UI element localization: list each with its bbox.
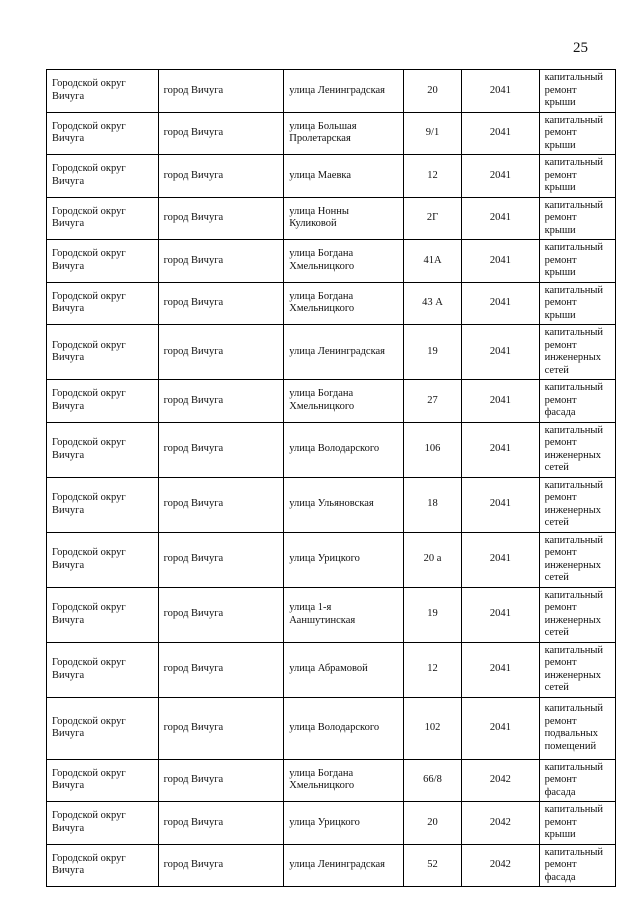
- year-cell: 2041: [462, 70, 539, 113]
- table-row: [47, 197, 616, 240]
- year-cell: 2041: [462, 697, 539, 759]
- street-cell: улица Богдана Хмельницкого: [284, 759, 404, 802]
- table-row: [47, 477, 616, 532]
- year-cell: 2041: [462, 240, 539, 283]
- work-type-cell: капитальный ремонт инженерных сетей: [539, 532, 615, 587]
- district-cell: Городской округ Вичуга: [47, 477, 159, 532]
- house-number-cell: 43 А: [403, 282, 461, 325]
- year-cell: 2041: [462, 282, 539, 325]
- table-row: [47, 240, 616, 283]
- district-cell: Городской округ Вичуга: [47, 697, 159, 759]
- table-row: [47, 802, 616, 845]
- table-row: [47, 759, 616, 802]
- work-type-cell: капитальный ремонт крыши: [539, 240, 615, 283]
- street-cell: улица 1-я Ааншутинская: [284, 587, 404, 642]
- district-cell: Городской округ Вичуга: [47, 759, 159, 802]
- city-cell: город Вичуга: [158, 325, 284, 380]
- work-type-cell: капитальный ремонт инженерных сетей: [539, 642, 615, 697]
- year-cell: 2041: [462, 380, 539, 423]
- house-number-cell: 52: [403, 844, 461, 887]
- city-cell: город Вичуга: [158, 844, 284, 887]
- table-row: [47, 642, 616, 697]
- house-number-cell: 20: [403, 802, 461, 845]
- street-cell: улица Володарского: [284, 422, 404, 477]
- street-cell: улица Володарского: [284, 697, 404, 759]
- table-row: [47, 587, 616, 642]
- house-number-cell: 66/8: [403, 759, 461, 802]
- district-cell: Городской округ Вичуга: [47, 70, 159, 113]
- district-cell: Городской округ Вичуга: [47, 642, 159, 697]
- district-cell: Городской округ Вичуга: [47, 197, 159, 240]
- street-cell: улица Богдана Хмельницкого: [284, 380, 404, 423]
- work-type-cell: капитальный ремонт крыши: [539, 155, 615, 198]
- work-type-cell: капитальный ремонт крыши: [539, 197, 615, 240]
- district-cell: Городской округ Вичуга: [47, 282, 159, 325]
- house-number-cell: 19: [403, 587, 461, 642]
- year-cell: 2041: [462, 587, 539, 642]
- house-number-cell: 19: [403, 325, 461, 380]
- table-row: [47, 282, 616, 325]
- district-cell: Городской округ Вичуга: [47, 422, 159, 477]
- house-number-cell: 102: [403, 697, 461, 759]
- street-cell: улица Ленинградская: [284, 325, 404, 380]
- year-cell: 2042: [462, 759, 539, 802]
- street-cell: улица Ленинградская: [284, 70, 404, 113]
- district-cell: Городской округ Вичуга: [47, 844, 159, 887]
- city-cell: город Вичуга: [158, 112, 284, 155]
- house-number-cell: 20 а: [403, 532, 461, 587]
- district-cell: Городской округ Вичуга: [47, 532, 159, 587]
- city-cell: город Вичуга: [158, 380, 284, 423]
- table-row: [47, 112, 616, 155]
- year-cell: 2041: [462, 532, 539, 587]
- district-cell: Городской округ Вичуга: [47, 802, 159, 845]
- work-type-cell: капитальный ремонт фасада: [539, 380, 615, 423]
- house-number-cell: 18: [403, 477, 461, 532]
- city-cell: город Вичуга: [158, 532, 284, 587]
- year-cell: 2042: [462, 844, 539, 887]
- city-cell: город Вичуга: [158, 697, 284, 759]
- house-number-cell: 20: [403, 70, 461, 113]
- house-number-cell: 12: [403, 155, 461, 198]
- year-cell: 2041: [462, 642, 539, 697]
- year-cell: 2041: [462, 422, 539, 477]
- street-cell: улица Большая Пролетарская: [284, 112, 404, 155]
- work-type-cell: капитальный ремонт крыши: [539, 112, 615, 155]
- street-cell: улица Богдана Хмельницкого: [284, 240, 404, 283]
- street-cell: улица Маевка: [284, 155, 404, 198]
- table-row: [47, 697, 616, 759]
- work-type-cell: капитальный ремонт подвальных помещений: [539, 697, 615, 759]
- table-row: [47, 325, 616, 380]
- house-number-cell: 106: [403, 422, 461, 477]
- work-type-cell: капитальный ремонт фасада: [539, 759, 615, 802]
- year-cell: 2042: [462, 802, 539, 845]
- city-cell: город Вичуга: [158, 642, 284, 697]
- table-row: [47, 155, 616, 198]
- street-cell: улица Ульяновская: [284, 477, 404, 532]
- city-cell: город Вичуга: [158, 282, 284, 325]
- year-cell: 2041: [462, 325, 539, 380]
- page-number: 25: [573, 40, 588, 56]
- district-cell: Городской округ Вичуга: [47, 240, 159, 283]
- house-number-cell: 9/1: [403, 112, 461, 155]
- table-row: [47, 532, 616, 587]
- street-cell: улица Урицкого: [284, 532, 404, 587]
- city-cell: город Вичуга: [158, 70, 284, 113]
- work-type-cell: капитальный ремонт инженерных сетей: [539, 587, 615, 642]
- city-cell: город Вичуга: [158, 477, 284, 532]
- district-cell: Городской округ Вичуга: [47, 380, 159, 423]
- year-cell: 2041: [462, 112, 539, 155]
- table-row: [47, 844, 616, 887]
- district-cell: Городской округ Вичуга: [47, 325, 159, 380]
- work-type-cell: капитальный ремонт крыши: [539, 282, 615, 325]
- table-row: [47, 422, 616, 477]
- city-cell: город Вичуга: [158, 759, 284, 802]
- table-body: [47, 70, 616, 887]
- work-type-cell: капитальный ремонт крыши: [539, 70, 615, 113]
- street-cell: улица Ленинградская: [284, 844, 404, 887]
- work-type-cell: капитальный ремонт инженерных сетей: [539, 422, 615, 477]
- district-cell: Городской округ Вичуга: [47, 112, 159, 155]
- city-cell: город Вичуга: [158, 197, 284, 240]
- house-number-cell: 27: [403, 380, 461, 423]
- house-number-cell: 2Г: [403, 197, 461, 240]
- city-cell: город Вичуга: [158, 802, 284, 845]
- street-cell: улица Урицкого: [284, 802, 404, 845]
- street-cell: улица Богдана Хмельницкого: [284, 282, 404, 325]
- year-cell: 2041: [462, 197, 539, 240]
- city-cell: город Вичуга: [158, 587, 284, 642]
- housing-repair-table: [46, 69, 616, 887]
- street-cell: улица Абрамовой: [284, 642, 404, 697]
- year-cell: 2041: [462, 155, 539, 198]
- work-type-cell: капитальный ремонт крыши: [539, 802, 615, 845]
- house-number-cell: 12: [403, 642, 461, 697]
- year-cell: 2041: [462, 477, 539, 532]
- work-type-cell: капитальный ремонт инженерных сетей: [539, 477, 615, 532]
- city-cell: город Вичуга: [158, 240, 284, 283]
- city-cell: город Вичуга: [158, 155, 284, 198]
- district-cell: Городской округ Вичуга: [47, 155, 159, 198]
- table-row: [47, 70, 616, 113]
- city-cell: город Вичуга: [158, 422, 284, 477]
- work-type-cell: капитальный ремонт инженерных сетей: [539, 325, 615, 380]
- district-cell: Городской округ Вичуга: [47, 587, 159, 642]
- house-number-cell: 41А: [403, 240, 461, 283]
- street-cell: улица Нонны Куликовой: [284, 197, 404, 240]
- table-row: [47, 380, 616, 423]
- work-type-cell: капитальный ремонт фасада: [539, 844, 615, 887]
